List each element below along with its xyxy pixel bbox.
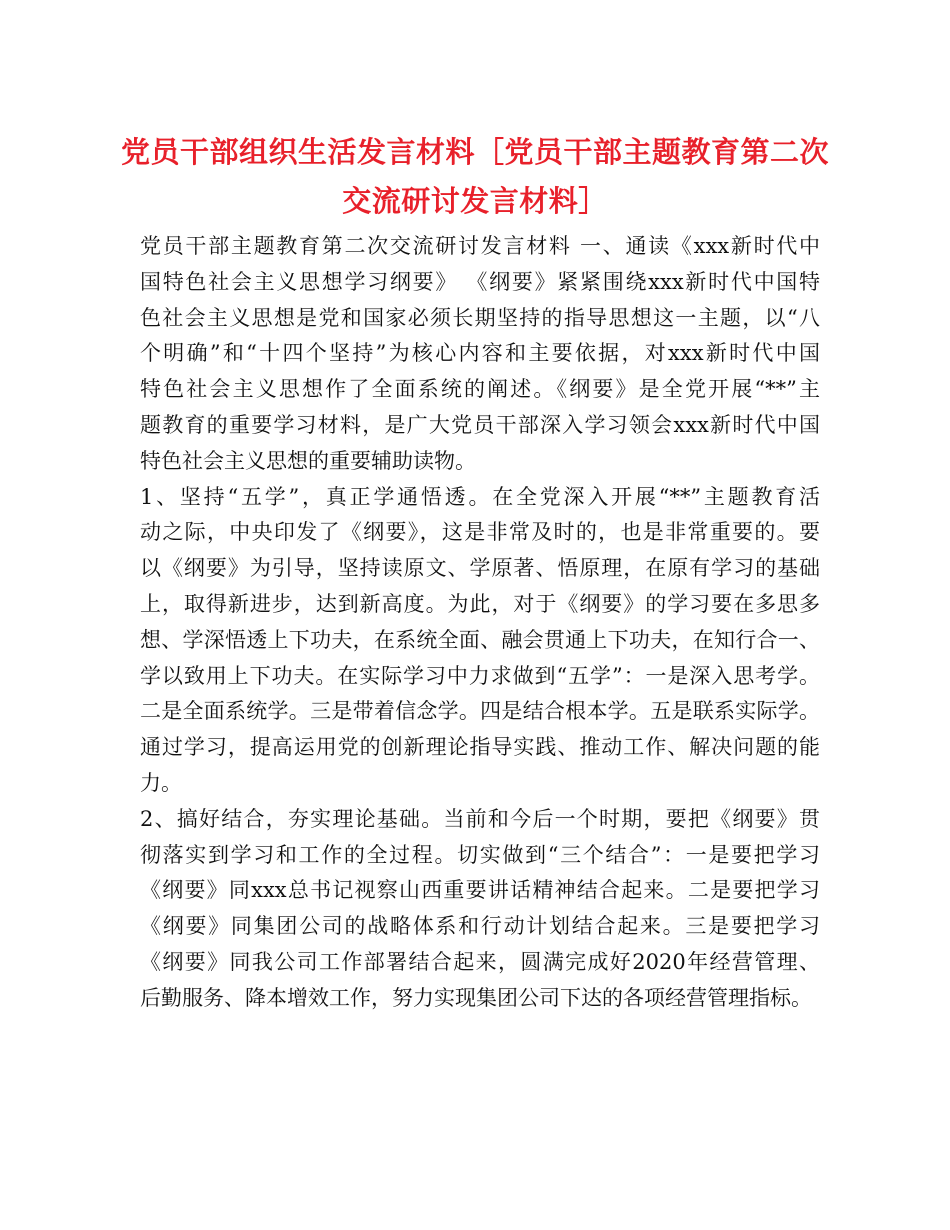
body-line: 1、坚持“五学”，真正学通悟透。在全党深入开展“**”主题教育活	[140, 484, 820, 509]
body-line: 学以致用上下功夫。在实际学习中力求做到“五学”：一是深入思考学。	[140, 663, 820, 688]
body-line: 彻落实到学习和工作的全过程。切实做到“三个结合”：一是要把学习	[140, 842, 820, 867]
body-line: 特色社会主义思想的重要辅助读物。	[140, 448, 476, 473]
body-line: 以《纲要》为引导，坚持读原文、学原著、悟原理，在原有学习的基础	[140, 556, 820, 581]
body-line: 国特色社会主义思想学习纲要》 《纲要》紧紧围绕xxx新时代中国特	[140, 269, 820, 294]
body-line: 题教育的重要学习材料，是广大党员干部深入学习领会xxx新时代中国	[140, 412, 820, 437]
body-line: 《纲要》同我公司工作部署结合起来，圆满完成好2020年经营管理、	[140, 949, 820, 974]
body-line: 特色社会主义思想作了全面系统的阐述。《纲要》是全党开展“**”主	[140, 377, 820, 402]
body-line: 色社会主义思想是党和国家必须长期坚持的指导思想这一主题，以“八	[140, 305, 820, 330]
document-body	[140, 229, 820, 1017]
document-title	[100, 128, 850, 226]
title-line: 党员干部组织生活发言材料［党员干部主题教育第二次	[120, 135, 829, 169]
body-line: 二是全面系统学。三是带着信念学。四是结合根本学。五是联系实际学。	[140, 699, 820, 724]
body-line: 2、搞好结合，夯实理论基础。当前和今后一个时期，要把《纲要》贯	[140, 806, 820, 831]
body-line: 动之际，中央印发了《纲要》，这是非常及时的，也是非常重要的。要	[140, 520, 820, 545]
body-line: 《纲要》同集团公司的战略体系和行动计划结合起来。三是要把学习	[140, 914, 820, 939]
body-line: 通过学习，提高运用党的创新理论指导实践、推动工作、解决问题的能	[140, 735, 820, 760]
body-line: 上，取得新进步，达到新高度。为此，对于《纲要》的学习要在多思多	[140, 591, 820, 616]
body-line: 想、学深悟透上下功夫，在系统全面、融会贯通上下功夫，在知行合一、	[140, 627, 820, 652]
body-line: 党员干部主题教育第二次交流研讨发言材料 一、通读《xxx新时代中	[140, 234, 820, 258]
body-line: 《纲要》同xxx总书记视察山西重要讲话精神结合起来。二是要把学习	[140, 878, 820, 903]
body-line: 后勤服务、降本增效工作，努力实现集团公司下达的各项经营管理指标。	[140, 985, 812, 1010]
title-line: 交流研讨发言材料］	[342, 184, 608, 218]
body-line: 个明确”和“十四个坚持”为核心内容和主要依据，对xxx新时代中国	[140, 341, 820, 366]
body-line: 力。	[140, 770, 182, 795]
